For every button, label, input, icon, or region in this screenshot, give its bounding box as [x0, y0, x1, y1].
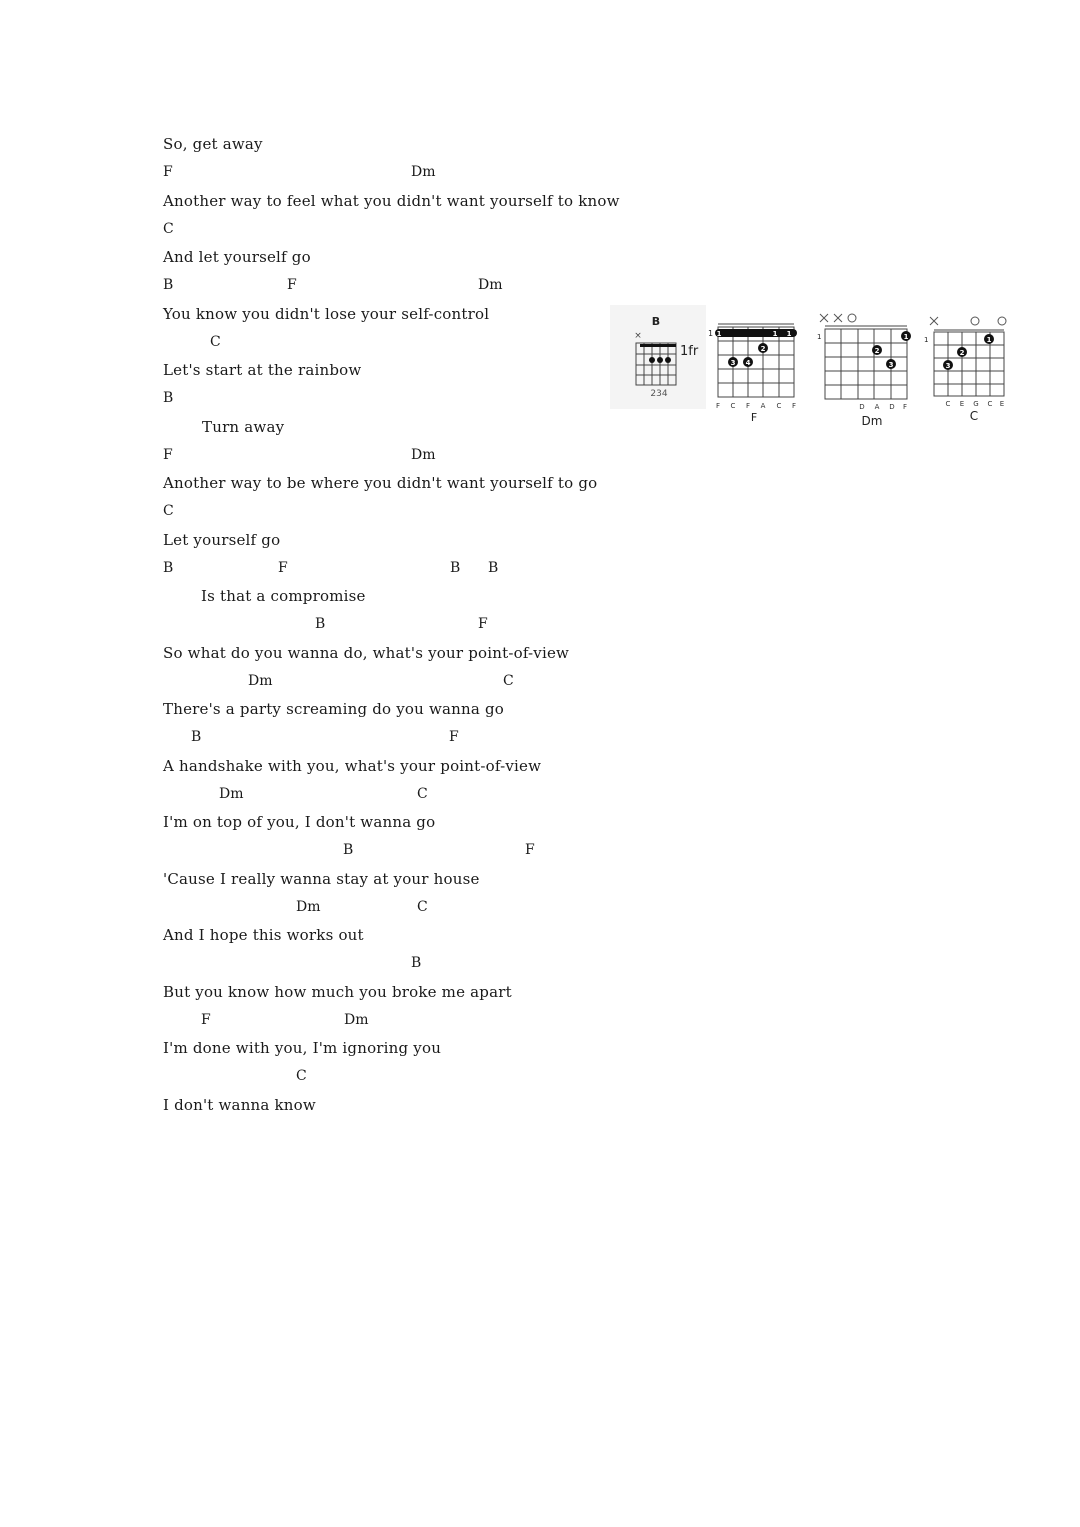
chord-label: B — [343, 842, 354, 859]
finger-number: 1 — [716, 330, 722, 338]
lyric-line: Another way to be where you didn't want yourself to go — [163, 474, 598, 492]
chord-label: F — [201, 1011, 211, 1028]
chord-diagram-c — [922, 305, 1018, 427]
finger-number: 2 — [959, 349, 965, 357]
chord-label: F — [278, 559, 288, 576]
chord-label: Dm — [296, 898, 321, 915]
finger-number: 2 — [760, 345, 766, 353]
string-note: C — [776, 402, 782, 410]
lyric-line: So, get away — [163, 135, 263, 153]
finger-number: 1 — [772, 330, 778, 338]
chord-line — [163, 949, 683, 977]
chord-label: B — [488, 559, 499, 576]
chord-label: F — [478, 616, 488, 633]
chord-diagram-dm — [815, 305, 915, 429]
chord-label: Dm — [344, 1011, 369, 1028]
chord-line — [163, 1006, 683, 1034]
string-note: D — [889, 403, 895, 411]
fret-number: 1 — [924, 336, 929, 344]
chord-label: C — [163, 503, 174, 520]
chord-label: Dm — [478, 277, 503, 294]
string-note: C — [987, 400, 993, 408]
chord-line — [163, 893, 683, 921]
string-note: D — [859, 403, 865, 411]
chord-line — [163, 215, 683, 243]
chord-label: F — [287, 277, 297, 294]
chord-line — [163, 384, 683, 412]
lyric-line: Turn away — [202, 417, 285, 436]
lyric-line: Another way to feel what you didn't want yourself to know — [163, 191, 620, 210]
lyric-line: And I hope this works out — [163, 926, 364, 944]
string-note: C — [945, 400, 951, 408]
chord-diagram-name: Dm — [861, 414, 883, 428]
chord-line — [163, 441, 683, 469]
chord-line — [163, 554, 683, 582]
chord-label: F — [163, 446, 173, 463]
chord-diagrams — [608, 305, 1018, 428]
chord-diagram-title: B — [651, 315, 661, 328]
lyric-line: But you know how much you broke me apart — [163, 982, 512, 1001]
chord-label: F — [163, 164, 173, 181]
lyric-line: I'm done with you, I'm ignoring you — [163, 1039, 442, 1057]
chord-label: C — [417, 785, 428, 802]
chord-label: C — [210, 333, 221, 350]
chord-label: C — [417, 898, 428, 915]
chord-label: Dm — [411, 446, 436, 463]
chord-label: C — [163, 220, 174, 237]
chord-line — [163, 158, 683, 186]
finger-number: 1 — [903, 333, 909, 341]
string-note: E — [959, 400, 965, 408]
chord-line — [163, 271, 683, 299]
chord-line — [163, 497, 683, 525]
chord-label: B — [163, 390, 174, 407]
chord-line — [163, 836, 683, 864]
finger-number: 1 — [986, 336, 992, 344]
string-note: E — [999, 400, 1005, 408]
chord-diagram-f — [706, 305, 802, 427]
lyric-line: And let yourself go — [163, 248, 311, 266]
lyric-line: Let yourself go — [163, 530, 281, 549]
chord-label: B — [411, 955, 422, 972]
fret-number: 1 — [708, 329, 714, 338]
chord-label: B — [191, 729, 202, 746]
finger-number: 4 — [745, 359, 751, 367]
chord-label: C — [503, 672, 514, 689]
finger-numbers: 234 — [650, 389, 668, 399]
string-note: F — [745, 402, 751, 410]
finger-number: 2 — [874, 347, 880, 355]
muted-string-marker: × — [634, 331, 642, 341]
chord-label: Dm — [248, 672, 273, 689]
lyrics-sheet — [163, 130, 683, 1119]
lyric-line: Let's start at the rainbow — [163, 361, 362, 379]
chord-label: B — [315, 616, 326, 633]
chord-label: C — [296, 1068, 307, 1085]
chord-label: F — [525, 842, 535, 859]
string-note: G — [973, 400, 979, 408]
chord-label: B — [450, 559, 461, 576]
string-note: F — [715, 402, 721, 410]
string-note: F — [902, 403, 908, 411]
chord-diagram-name: F — [750, 411, 758, 424]
chord-line — [163, 1062, 683, 1090]
chord-label: Dm — [411, 164, 436, 181]
finger-number: 1 — [786, 330, 792, 338]
chord-diagram-name: C — [969, 409, 979, 423]
fret-number: 1 — [817, 333, 822, 341]
finger-number: 3 — [730, 359, 736, 367]
chord-line — [163, 723, 683, 751]
lyric-line: I'm on top of you, I don't wanna go — [163, 813, 436, 831]
chord-line — [163, 780, 683, 808]
chord-label: B — [163, 559, 174, 576]
fret-position-label: 1fr — [680, 344, 699, 359]
chord-line — [163, 667, 683, 695]
chord-line — [163, 610, 683, 638]
finger-number: 3 — [888, 361, 894, 369]
lyric-line: So what do you wanna do, what's your point-of-view — [163, 643, 570, 662]
chord-line — [163, 328, 683, 356]
lyric-line: I don't wanna know — [163, 1095, 316, 1114]
finger-number: 3 — [945, 362, 951, 370]
string-note: C — [730, 402, 736, 410]
lyric-line: You know you didn't lose your self-control — [163, 304, 490, 323]
chord-diagram-b — [610, 305, 706, 409]
chord-label: Dm — [219, 785, 244, 802]
string-note: A — [874, 403, 880, 411]
lyric-line: Is that a compromise — [201, 587, 366, 605]
chord-label: F — [449, 729, 459, 746]
string-note: F — [791, 402, 797, 410]
lyric-line: There's a party screaming do you wanna go — [163, 700, 504, 718]
string-note: A — [760, 402, 766, 410]
chord-label: B — [163, 277, 174, 294]
lyric-line: A handshake with you, what's your point-of-view — [163, 756, 542, 775]
lyric-line: 'Cause I really wanna stay at your house — [163, 869, 480, 888]
